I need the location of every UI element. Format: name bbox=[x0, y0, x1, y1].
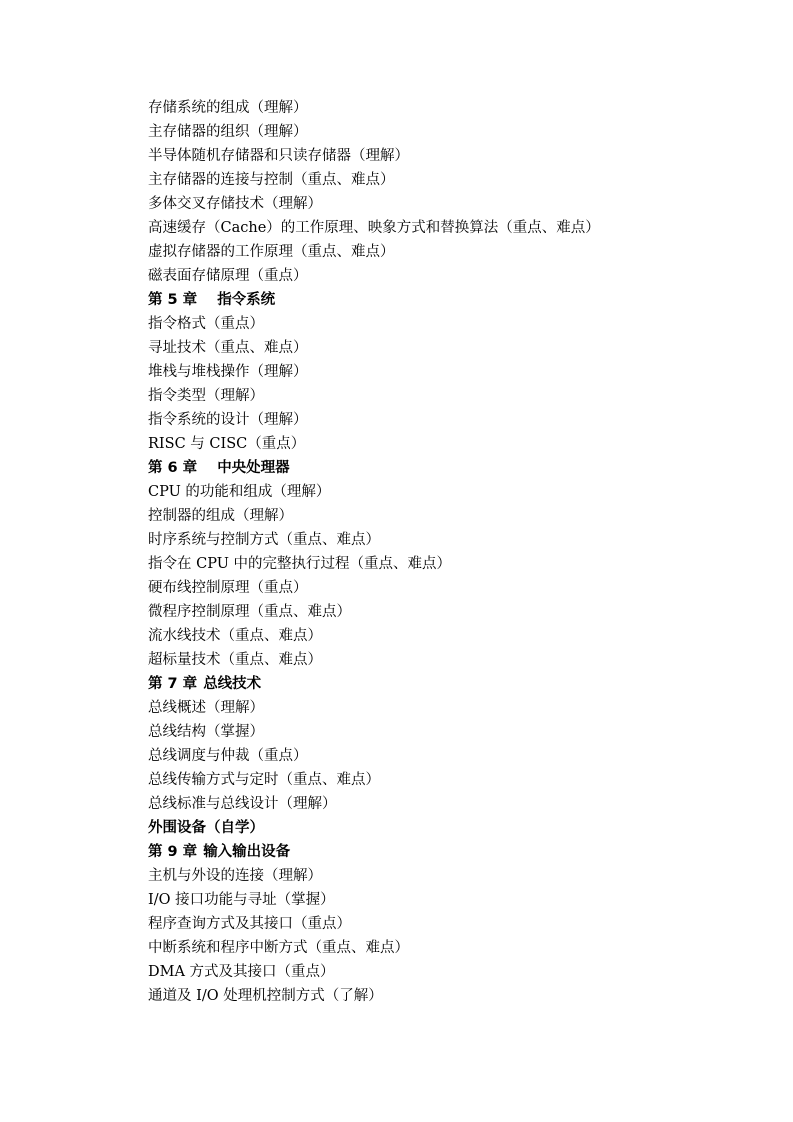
list-item: 指令类型（理解） bbox=[148, 388, 264, 404]
list-item: 总线调度与仲裁（重点） bbox=[148, 748, 308, 764]
chapter-number: 第 6 章 bbox=[148, 460, 198, 476]
list-item: 总线结构（掌握） bbox=[148, 724, 264, 740]
chapter-heading-5 bbox=[148, 288, 748, 312]
list-item: CPU 的功能和组成（理解） bbox=[148, 484, 331, 500]
list-item: I/O 接口功能与寻址（掌握） bbox=[148, 892, 335, 908]
list-item: 控制器的组成（理解） bbox=[148, 508, 293, 524]
chapter-heading-9 bbox=[148, 840, 748, 864]
chapter-heading-7 bbox=[148, 672, 748, 696]
list-item: 通道及 I/O 处理机控制方式（了解） bbox=[148, 988, 383, 1004]
chapter-title: 指令系统 bbox=[217, 292, 276, 308]
list-item: 指令在 CPU 中的完整执行过程（重点、难点） bbox=[148, 556, 452, 572]
document-content bbox=[148, 96, 748, 1008]
list-item: 硬布线控制原理（重点） bbox=[148, 580, 308, 596]
list-item: 流水线技术（重点、难点） bbox=[148, 628, 322, 644]
list-item: 主存储器的连接与控制（重点、难点） bbox=[148, 172, 395, 188]
list-item: 时序系统与控制方式（重点、难点） bbox=[148, 532, 380, 548]
list-item: 中断系统和程序中断方式（重点、难点） bbox=[148, 940, 409, 956]
chapter-heading-6 bbox=[148, 456, 748, 480]
chapter-number: 第 5 章 bbox=[148, 292, 198, 308]
list-item: 高速缓存（Cache）的工作原理、映象方式和替换算法（重点、难点） bbox=[148, 220, 600, 236]
list-item: 堆栈与堆栈操作（理解） bbox=[148, 364, 308, 380]
list-item: 主存储器的组织（理解） bbox=[148, 124, 308, 140]
list-item: 总线传输方式与定时（重点、难点） bbox=[148, 772, 380, 788]
list-item: RISC 与 CISC（重点） bbox=[148, 436, 306, 452]
chapter-number: 第 9 章 bbox=[148, 844, 198, 860]
list-item: 总线概述（理解） bbox=[148, 700, 264, 716]
list-item: 指令格式（重点） bbox=[148, 316, 264, 332]
list-item: 主机与外设的连接（理解） bbox=[148, 868, 322, 884]
list-item: 磁表面存储原理（重点） bbox=[148, 268, 308, 284]
chapter-title: 总线技术 bbox=[203, 676, 262, 692]
chapter-number: 第 7 章 bbox=[148, 676, 198, 692]
list-item: DMA 方式及其接口（重点） bbox=[148, 964, 335, 980]
chapter-title: 输入输出设备 bbox=[203, 844, 291, 860]
section-heading-peripheral: 外围设备（自学） bbox=[148, 820, 264, 836]
list-item: 超标量技术（重点、难点） bbox=[148, 652, 322, 668]
list-item: 半导体随机存储器和只读存储器（理解） bbox=[148, 148, 409, 164]
list-item: 微程序控制原理（重点、难点） bbox=[148, 604, 351, 620]
list-item: 多体交叉存储技术（理解） bbox=[148, 196, 322, 212]
list-item: 存储系统的组成（理解） bbox=[148, 100, 308, 116]
list-item: 指令系统的设计（理解） bbox=[148, 412, 308, 428]
chapter-title: 中央处理器 bbox=[217, 460, 290, 476]
list-item: 程序查询方式及其接口（重点） bbox=[148, 916, 351, 932]
list-item: 虚拟存储器的工作原理（重点、难点） bbox=[148, 244, 395, 260]
list-item: 总线标准与总线设计（理解） bbox=[148, 796, 337, 812]
list-item: 寻址技术（重点、难点） bbox=[148, 340, 308, 356]
